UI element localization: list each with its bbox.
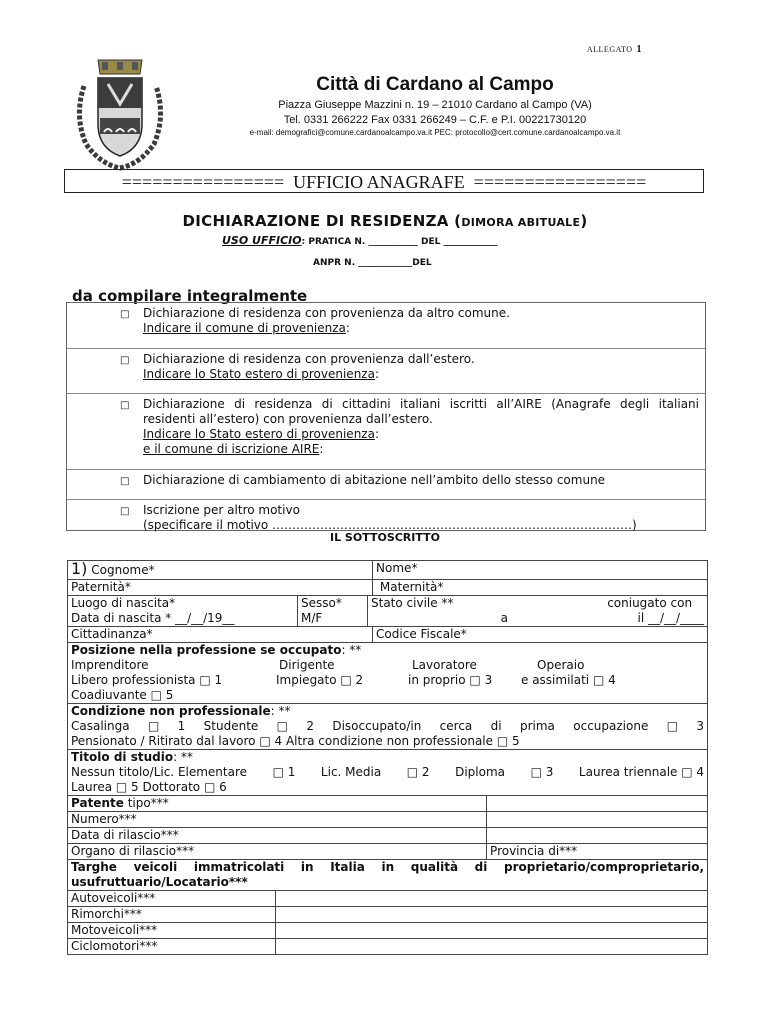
professional-position: Posizione nella professione se occupato: ** Imprenditore Dirigente Lavoratore Operaio Libero professionista □ 1 Impiegato □ 2 in proprio □ 3 e assimilati □ 4 Coadiuvante □ 5 (68, 643, 708, 704)
option-token: □ (147, 719, 160, 733)
sex-field[interactable]: Sesso* M/F (298, 596, 368, 627)
anpr-line: ANPR N. ____________DEL (313, 258, 432, 268)
allegato-label: ALLEGATO 1 (586, 44, 642, 55)
surname-field[interactable]: 1) Cognome* (68, 561, 373, 580)
option-token: 1 (177, 719, 186, 733)
checkbox[interactable]: □ (120, 309, 130, 320)
option-from-abroad[interactable]: □ Dichiarazione di residenza con provenienza dall’estero. Indicare lo Stato estero di provenienza: (67, 349, 705, 394)
option-other-reason[interactable]: □ Iscrizione per altro motivo (specificare il motivo ………………………………………………………………………………) (120, 503, 637, 532)
condition-options-row[interactable] (71, 719, 704, 734)
option-token: Diploma (455, 765, 506, 779)
office-banner: ================ UFFICIO ANAGRAFE ================= (64, 169, 704, 193)
civil-status-field[interactable]: Stato civile ** coniugato con a il __/__/____ (368, 596, 708, 627)
checkbox[interactable]: □ (120, 506, 130, 517)
option-token: □ 2 (406, 765, 430, 779)
option-token: di (490, 719, 502, 733)
personal-data-table (67, 560, 708, 955)
option-other-comune[interactable]: □ Dichiarazione di residenza con provenienza da altro comune. Indicare il comune di provenienza: (67, 303, 705, 349)
license-number-field[interactable]: Numero*** (68, 812, 487, 828)
city-phone: Tel. 0331 266222 Fax 0331 266249 – C.F. e P.I. 00221730120 (283, 114, 587, 126)
paternity-field[interactable]: Paternità* (68, 580, 373, 596)
trailers-field[interactable]: Rimorchi*** (68, 907, 276, 923)
maternity-field[interactable]: Maternità* (373, 580, 708, 596)
license-province-field[interactable]: Provincia di*** (487, 844, 708, 860)
option-token: □ 1 (272, 765, 296, 779)
option-token: □ (666, 719, 679, 733)
checkbox[interactable]: □ (120, 400, 130, 411)
checkbox[interactable]: □ (120, 355, 130, 366)
education-level: Titolo di studio: ** Nessun titolo/Lic. Elementare □ 1 Lic. Media □ 2 Diploma □ 3 Laurea triennale □ 4 Laurea □ 5 Dottorato □ 6 (68, 750, 708, 796)
option-token: 3 (696, 719, 705, 733)
license-issuer-field[interactable]: Organo di rilascio*** (68, 844, 487, 860)
option-aire[interactable]: □ Dichiarazione di residenza di cittadini italiani iscritti all’AIRE (Anagrafe degli italiani residenti all’estero) con provenienza dall’estero. Indicare lo Stato estero di provenienza: e il comune di iscrizione AIRE: (67, 394, 705, 470)
option-token: □ (276, 719, 288, 733)
option-same-comune[interactable]: □ Dichiarazione di cambiamento di abitazione nell’ambito dello stesso comune (67, 470, 705, 500)
option-token: Nessun titolo/Lic. Elementare (71, 765, 248, 779)
option-token: Disoccupato/in (332, 719, 422, 733)
education-options-row-2[interactable]: Laurea □ 5 Dottorato □ 6 (71, 780, 227, 794)
non-professional-condition: Condizione non professionale: ** Casalinga □ 1 Studente □ 2 Disoccupato/in cerca di prima occupazione □ 3 Pensionato / Ritirato dal lavoro □ 4 Altra condizione non professionale □ 5 (68, 704, 708, 750)
option-token: Casalinga (71, 719, 130, 733)
option-token: cerca (439, 719, 473, 733)
motorcycles-field[interactable]: Motoveicoli*** (68, 923, 276, 939)
option-token: Lic. Media (320, 765, 382, 779)
tax-code-field[interactable]: Codice Fiscale* (373, 627, 708, 643)
license-date-field[interactable]: Data di rilascio*** (68, 828, 487, 844)
birth-field[interactable]: Luogo di nascita* Data di nascita * __/__/19__ (68, 596, 298, 627)
condition-options-row-2[interactable]: Pensionato / Ritirato dal lavoro □ 4 Altra condizione non professionale □ 5 (71, 734, 520, 748)
education-options-row[interactable] (71, 765, 704, 780)
compile-heading: da compilare integralmente (72, 287, 308, 305)
cars-field[interactable]: Autoveicoli*** (68, 891, 276, 907)
option-token: occupazione (573, 719, 649, 733)
option-token: Studente (203, 719, 259, 733)
option-token: 2 (306, 719, 314, 733)
vehicle-plates-heading: Targhe veicoli immatricolati in Italia in qualità di proprietario/comproprietario, usufruttuario/Locatario*** (68, 860, 708, 891)
form-title: DICHIARAZIONE DI RESIDENZA (DIMORA ABITUALE) (182, 212, 588, 230)
residence-options (66, 302, 706, 531)
city-crest-icon (70, 56, 170, 171)
office-use-line: USO UFFICIO: PRATICA N. ___________ DEL ____________ (222, 234, 498, 247)
option-token: Laurea triennale □ 4 (578, 765, 705, 779)
name-field[interactable]: Nome* (373, 561, 708, 580)
option-token: □ 3 (530, 765, 554, 779)
undersigned-heading: IL SOTTOSCRITTO (330, 531, 440, 544)
citizenship-field[interactable]: Cittadinanza* (68, 627, 373, 643)
city-email: e-mail: demografici@comune.cardanoalcampo.va.it PEC: protocollo@cert.comune.cardanoalcampo.va.it (249, 128, 621, 137)
city-address: Piazza Giuseppe Mazzini n. 19 – 21010 Cardano al Campo (VA) (278, 99, 592, 111)
checkbox[interactable]: □ (120, 476, 130, 487)
city-name: Città di Cardano al Campo (316, 74, 554, 95)
license-type-field[interactable]: Patente tipo*** (68, 796, 487, 812)
mopeds-field[interactable]: Ciclomotori*** (68, 939, 276, 955)
option-token: prima (519, 719, 555, 733)
